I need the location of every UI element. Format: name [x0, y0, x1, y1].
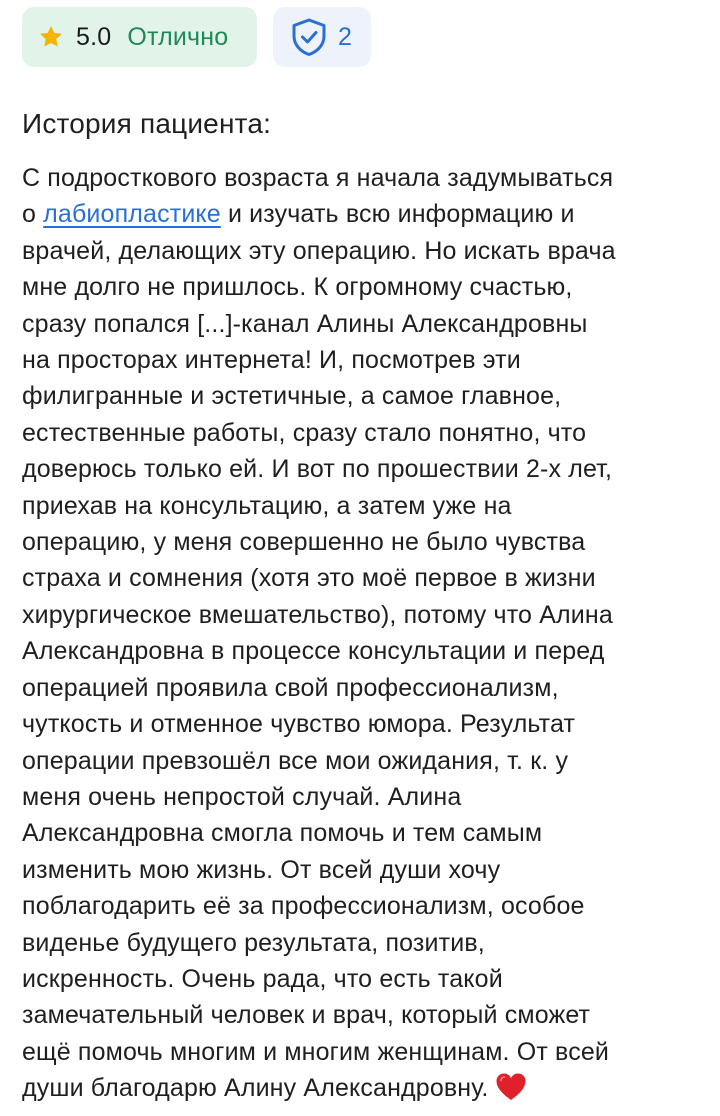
- story-line: поблагодарить её за профессионализм, особое: [22, 892, 585, 921]
- patient-story-text: [22, 160, 698, 1107]
- story-line: [22, 1070, 698, 1106]
- story-line: хирургическое вмешательство), потому что Алина: [22, 600, 613, 629]
- story-text: и изучать всю информацию и: [220, 200, 575, 229]
- story-line: операцию, у меня совершенно не было чувства: [22, 528, 586, 557]
- story-text: души благодарю Алину Александровну.: [22, 1074, 489, 1103]
- rating-label: Отлично: [127, 22, 229, 51]
- story-line: чуткость и отменное чувство юмора. Результат: [22, 710, 576, 739]
- story-line: искренность. Очень рада, что есть такой: [22, 964, 503, 993]
- story-line: мне долго не пришлось. К огромному счастью,: [22, 273, 573, 302]
- story-line: операцией проявила свой профессионализм,: [22, 673, 559, 702]
- story-line: страха и сомнения (хотя это моё первое в жизни: [22, 564, 596, 593]
- story-line: изменить мою жизнь. От всей души хочу: [22, 855, 501, 884]
- story-line: ещё помочь многим и многим женщинам. От всей: [22, 1037, 610, 1066]
- rating-score: 5.0: [76, 22, 112, 51]
- story-line: С подросткового возраста я начала задумываться: [22, 164, 614, 192]
- story-line: замечательный человек и врач, который сможет: [22, 1001, 591, 1030]
- story-line: виденье будущего результата, позитив,: [22, 928, 485, 957]
- heart-icon: [495, 1072, 527, 1102]
- story-line: Александровна смогла помочь и тем самым: [22, 819, 543, 848]
- story-line: операции превзошёл все мои ожидания, т. к. у: [22, 746, 569, 775]
- rating-badge: [22, 7, 257, 67]
- story-line: [22, 196, 698, 232]
- review-badges: [22, 7, 371, 67]
- story-line: доверюсь только ей. И вот по прошествии 2-х лет,: [22, 455, 613, 484]
- story-line: на просторах интернета! И, посмотрев эти: [22, 346, 521, 375]
- story-line: врачей, делающих эту операцию. Но искать врача: [22, 236, 616, 265]
- verified-badge[interactable]: [273, 7, 371, 67]
- star-icon: [38, 24, 64, 50]
- story-line: Александровна в процессе консультации и перед: [22, 637, 605, 666]
- section-title: История пациента:: [22, 108, 272, 139]
- story-line: филигранные и эстетичные, а самое главное,: [22, 382, 562, 411]
- story-line: приехав на консультацию, а затем уже на: [22, 491, 512, 520]
- story-line: меня очень непростой случай. Алина: [22, 782, 462, 811]
- story-line: естественные работы, сразу стало понятно, что: [22, 418, 587, 447]
- labioplasty-link[interactable]: лабиопластике: [43, 200, 221, 229]
- shield-check-icon: [290, 17, 328, 57]
- story-line: сразу попался [...]-канал Алины Александровны: [22, 309, 588, 338]
- story-text: о: [22, 200, 44, 229]
- verified-count: 2: [338, 22, 352, 51]
